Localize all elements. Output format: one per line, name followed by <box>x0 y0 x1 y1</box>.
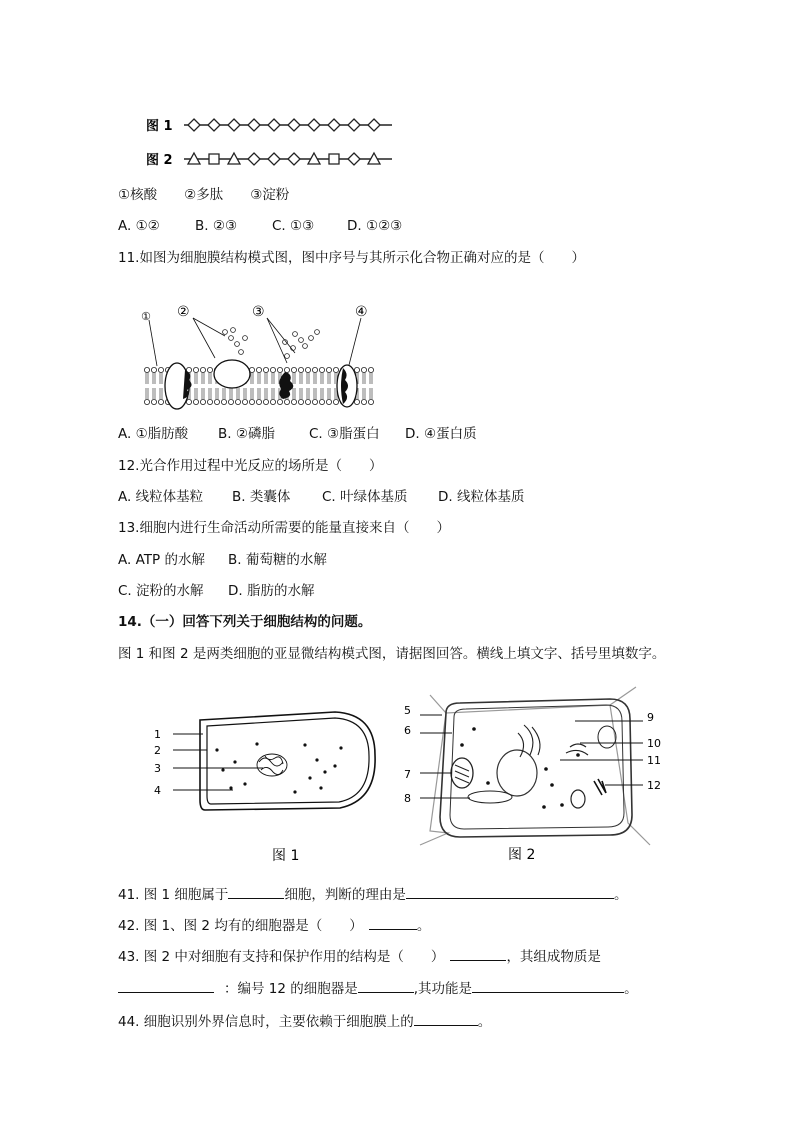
q42 <box>118 914 430 936</box>
vacuole <box>598 726 616 748</box>
q14-intro: 图 1 和图 2 是两类细胞的亚显微结构模式图，请据图回答。横线上填文字、括号里填数字。 <box>118 646 666 662</box>
q10-option-a[interactable]: A. ①② <box>118 218 160 234</box>
q41-blank-reason[interactable] <box>406 883 614 899</box>
cell-wall-outer <box>200 712 375 810</box>
fig2-label-7: 7 <box>404 768 411 781</box>
membrane-label-3: ③ <box>252 304 265 320</box>
chain-figure-1-label: 图 1 <box>146 119 173 134</box>
q13-option-d[interactable]: D. 脂肪的水解 <box>228 583 315 599</box>
q41-blank-cell-type[interactable] <box>228 883 284 899</box>
nucleus <box>497 750 537 796</box>
fig2-label-5: 5 <box>404 704 411 717</box>
q43-line2 <box>118 977 638 999</box>
q12-option-c[interactable]: C. 叶绿体基质 <box>322 489 408 505</box>
q42-text-a: 42. 图 1、图 2 均有的细胞器是（ ） <box>118 918 363 934</box>
q41-text-b: 细胞，判断的理由是 <box>284 887 406 903</box>
q44-text-a: 44. 细胞识别外界信息时，主要依赖于细胞膜上的 <box>118 1014 414 1030</box>
q43-text-b: ，其组成物质是 <box>506 949 601 965</box>
q11-option-a[interactable]: A. ①脂肪酸 <box>118 426 189 442</box>
fig1-label-1: 1 <box>154 728 161 741</box>
fig2-label-12: 12 <box>647 779 661 792</box>
glycocalyx-chains <box>223 328 320 359</box>
q41-text-a: 41. 图 1 细胞属于 <box>118 887 229 903</box>
q43-text-d: ,其功能是 <box>413 981 473 997</box>
mitochondrion <box>468 791 512 803</box>
q10-option-c[interactable]: C. ①③ <box>272 218 315 234</box>
fig1-caption: 图 1 <box>272 848 300 864</box>
plasma-membrane <box>450 705 624 829</box>
q43-blank-function[interactable] <box>472 977 624 993</box>
q12-option-a[interactable]: A. 线粒体基粒 <box>118 489 204 505</box>
q13-option-a[interactable]: A. ATP 的水解 <box>118 552 205 568</box>
chloroplast-1 <box>451 758 473 788</box>
q44 <box>118 1010 491 1032</box>
membrane-label-2: ② <box>177 304 190 320</box>
membrane-label-1: ① <box>141 310 151 323</box>
q11-option-c[interactable]: C. ③脂蛋白 <box>309 426 380 442</box>
chain-1 <box>184 119 392 131</box>
endoplasmic-reticulum <box>518 725 540 757</box>
fig1-label-3: 3 <box>154 762 161 775</box>
q12-options <box>118 487 524 507</box>
q43-text-a: 43. 图 2 中对细胞有支持和保护作用的结构是（ ） <box>118 949 445 965</box>
q43-line1 <box>118 945 601 967</box>
q43-text-e: 。 <box>624 981 638 997</box>
golgi-apparatus <box>566 744 588 755</box>
nucleoid <box>257 754 287 776</box>
q13-option-c[interactable]: C. 淀粉的水解 <box>118 583 204 599</box>
figure-1-prokaryotic-cell <box>145 700 385 870</box>
q11-option-b[interactable]: B. ②磷脂 <box>218 426 275 442</box>
cell-membrane-diagram <box>135 298 385 413</box>
peripheral-protein-2 <box>214 360 250 388</box>
fig1-label-2: 2 <box>154 744 161 757</box>
q12-stem: 12.光合作用过程中光反应的场所是（ ） <box>118 458 383 474</box>
q13-option-b[interactable]: B. 葡萄糖的水解 <box>228 552 327 568</box>
membrane-label-4: ④ <box>355 304 368 320</box>
q12-option-b[interactable]: B. 类囊体 <box>232 489 291 505</box>
q11-option-d[interactable]: D. ④蛋白质 <box>405 426 477 442</box>
q42-blank-organelle[interactable] <box>369 914 417 930</box>
cell-membrane-inner <box>207 718 369 804</box>
q13-options-row1 <box>118 550 327 570</box>
q10-items: ①核酸 ②多肽 ③淀粉 <box>118 187 290 203</box>
chloroplast-2 <box>571 790 585 808</box>
protein-3-dark-part <box>279 372 293 399</box>
q13-stem: 13.细胞内进行生命活动所需要的能量直接来自（ ） <box>118 520 450 536</box>
chain-figure-2-label: 图 2 <box>146 153 173 168</box>
q10-option-b[interactable]: B. ②③ <box>195 218 238 234</box>
fig2-label-10: 10 <box>647 737 661 750</box>
q42-text-b: 。 <box>416 918 431 934</box>
monomer-chain-figures <box>140 110 410 170</box>
q10-option-d[interactable]: D. ①②③ <box>347 218 403 234</box>
q11-stem: 11.如图为细胞膜结构模式图，图中序号与其所示化合物正确对应的是（ ） <box>118 250 585 266</box>
q13-options-row2 <box>118 581 314 601</box>
q44-blank[interactable] <box>414 1010 478 1026</box>
fig2-label-8: 8 <box>404 792 411 805</box>
q41-text-c: 。 <box>613 887 628 903</box>
centrosome-12 <box>594 779 606 795</box>
q10-options <box>118 216 402 236</box>
q43-blank-organelle-12[interactable] <box>358 977 414 993</box>
figure-2-plant-cell <box>400 685 680 870</box>
fig2-label-9: 9 <box>647 711 654 724</box>
fig2-label-6: 6 <box>404 724 411 737</box>
fig1-label-4: 4 <box>154 784 161 797</box>
fig2-caption: 图 2 <box>508 847 536 863</box>
q43-blank-structure[interactable] <box>450 945 506 961</box>
q44-text-b: 。 <box>477 1014 492 1030</box>
q14-stem: 14.（一）回答下列关于细胞结构的问题。 <box>118 614 372 630</box>
fig2-label-11: 11 <box>647 754 661 767</box>
chain-2 <box>184 153 392 165</box>
q41 <box>118 883 627 905</box>
q43-blank-composition[interactable] <box>118 977 214 993</box>
q11-options <box>118 424 477 444</box>
q12-option-d[interactable]: D. 线粒体基质 <box>438 489 525 505</box>
q43-text-c: ：编号 12 的细胞器是 <box>224 981 358 997</box>
